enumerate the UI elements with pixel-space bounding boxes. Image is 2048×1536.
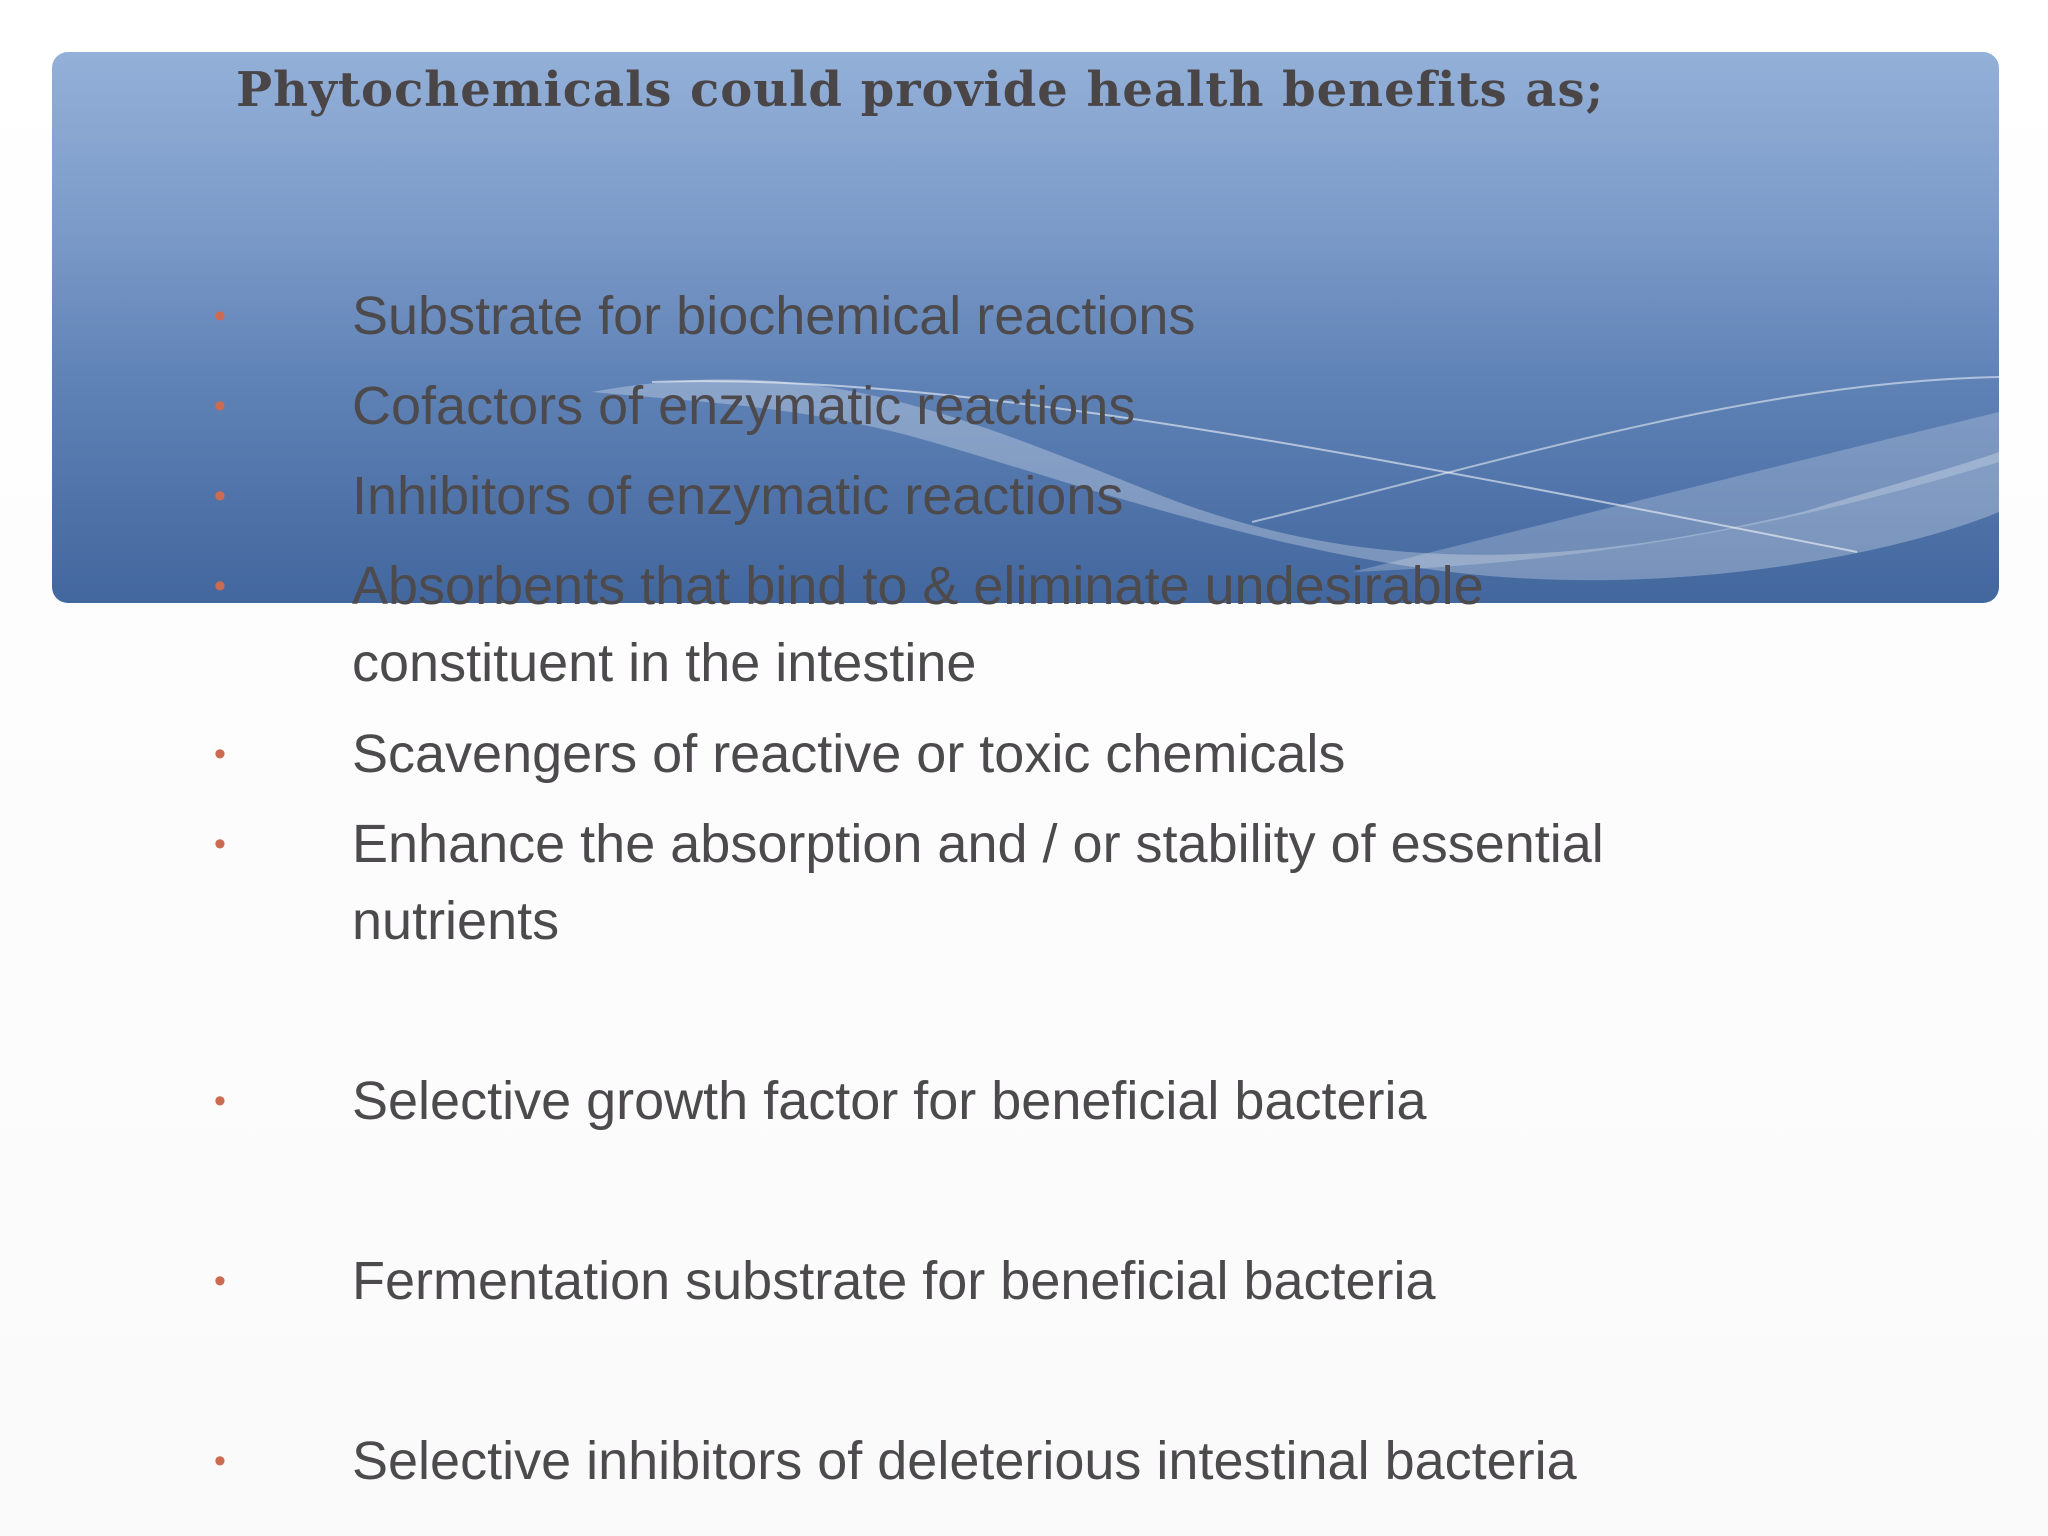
bullet-dot-icon: •	[214, 825, 226, 863]
bullet-item	[214, 1063, 1852, 1140]
bullet-dot-icon: •	[214, 735, 226, 773]
bullet-item	[214, 548, 1682, 702]
bullet-text: Scavengers of reactive or toxic chemicals	[352, 724, 1346, 784]
bullet-text: Inhibitors of enzymatic reactions	[352, 466, 1124, 526]
bullet-text: Selective growth factor for beneficial bacteria	[352, 1071, 1427, 1131]
bullet-text: Substrate for biochemical reactions	[352, 286, 1196, 346]
bullet-text: Fermentation substrate for beneficial bacteria	[352, 1251, 1436, 1311]
bullet-item	[214, 458, 1852, 535]
bullet-dot-icon: •	[214, 477, 226, 515]
slide-title: Phytochemicals could provide health benefits as;	[236, 62, 1605, 118]
bullet-dot-icon: •	[214, 1262, 226, 1300]
bullet-item	[214, 1423, 1852, 1500]
bullet-text: Cofactors of enzymatic reactions	[352, 376, 1136, 436]
bullet-dot-icon: •	[214, 567, 226, 605]
bullet-text: Absorbents that bind to & eliminate undesirable constituent in the intestine	[352, 556, 1484, 693]
bullet-text: Enhance the absorption and / or stability of essential nutrients	[352, 814, 1604, 951]
bullet-item	[214, 1243, 1852, 1320]
bullet-item	[214, 278, 1852, 355]
bullet-dot-icon: •	[214, 297, 226, 335]
bullet-text: Selective inhibitors of deleterious intestinal bacteria	[352, 1431, 1577, 1491]
bullet-dot-icon: •	[214, 387, 226, 425]
bullet-dot-icon: •	[214, 1082, 226, 1120]
bullet-item	[214, 368, 1852, 445]
bullet-item	[214, 806, 1772, 960]
bullet-dot-icon: •	[214, 1442, 226, 1480]
bullet-item	[214, 716, 1852, 793]
